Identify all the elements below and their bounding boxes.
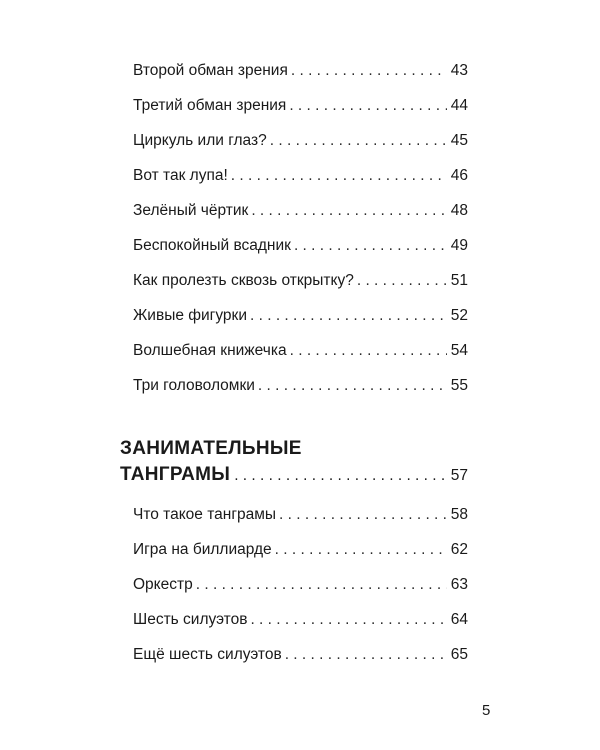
toc-entry-title: Вот так лупа! <box>133 167 228 184</box>
section-title-line2: ТАНГРАМЫ <box>120 464 231 485</box>
toc-entry[interactable] <box>133 201 468 236</box>
toc-entry-title: Циркуль или глаз? <box>133 132 267 149</box>
toc-entry[interactable] <box>133 131 468 166</box>
toc-entry[interactable] <box>133 166 468 201</box>
toc-entry-page: 54 <box>450 342 468 359</box>
toc-entry[interactable] <box>133 505 468 540</box>
toc-entry[interactable] <box>133 236 468 271</box>
toc-entry-title: Волшебная книжечка <box>133 342 287 359</box>
toc-entry-title: Три головоломки <box>133 377 255 394</box>
toc-entry-page: 65 <box>450 646 468 663</box>
toc-entry-page: 43 <box>450 62 468 79</box>
section-title-row <box>120 463 468 487</box>
toc-entry-title: Игра на биллиарде <box>133 541 272 558</box>
toc-entry-page: 63 <box>450 576 468 593</box>
toc-entry-title: Шесть силуэтов <box>133 611 248 628</box>
toc-entry-page: 51 <box>450 272 468 289</box>
toc-entry[interactable] <box>133 306 468 341</box>
toc-entry[interactable] <box>133 271 468 306</box>
dot-leader <box>294 236 447 256</box>
dot-leader <box>250 610 447 630</box>
toc-entry-page: 48 <box>450 202 468 219</box>
toc-entry-title: Третий обман зрения <box>133 97 287 114</box>
toc-entry-page: 45 <box>450 132 468 149</box>
dot-leader <box>251 201 447 221</box>
toc-entry[interactable] <box>133 575 468 610</box>
dot-leader <box>275 540 447 560</box>
toc-entry[interactable] <box>133 61 468 96</box>
dot-leader <box>270 131 447 151</box>
toc-entry-page: 64 <box>450 611 468 628</box>
dot-leader <box>357 271 447 291</box>
toc-list-top <box>133 61 468 411</box>
toc-entry-page: 52 <box>450 307 468 324</box>
toc-entry[interactable] <box>133 645 468 680</box>
toc-entry-page: 46 <box>450 167 468 184</box>
toc-entry-title: Зелёный чёртик <box>133 202 249 219</box>
section-title-line1: ЗАНИМАТЕЛЬНЫЕ <box>120 438 302 459</box>
toc-entry[interactable] <box>133 540 468 575</box>
dot-leader <box>279 505 447 525</box>
toc-entry[interactable] <box>133 610 468 645</box>
dot-leader <box>231 166 447 186</box>
toc-entry-title: Второй обман зрения <box>133 62 288 79</box>
toc-entry-title: Как пролезть сквозь открытку? <box>133 272 354 289</box>
dot-leader <box>290 341 447 361</box>
dot-leader <box>258 376 447 396</box>
toc-entry[interactable] <box>133 341 468 376</box>
toc-entry[interactable] <box>133 376 468 411</box>
toc-entry[interactable] <box>133 96 468 131</box>
dot-leader <box>250 306 447 326</box>
toc-entry-page: 49 <box>450 237 468 254</box>
toc-entry-title: Ещё шесть силуэтов <box>133 646 282 663</box>
dot-leader <box>285 645 447 665</box>
toc-entry-page: 55 <box>450 377 468 394</box>
toc-entry-title: Живые фигурки <box>133 307 247 324</box>
dot-leader <box>291 61 447 81</box>
toc-entry-title: Оркестр <box>133 576 193 593</box>
toc-entry-page: 44 <box>450 97 468 114</box>
section-heading[interactable] <box>120 437 468 487</box>
toc-entry-page: 58 <box>450 506 468 523</box>
toc-list-bottom <box>133 505 468 680</box>
dot-leader <box>234 467 447 485</box>
section-page: 57 <box>450 467 468 484</box>
toc-entry-page: 62 <box>450 541 468 558</box>
toc-entry-title: Беспокойный всадник <box>133 237 291 254</box>
dot-leader <box>196 575 447 595</box>
dot-leader <box>289 96 447 116</box>
toc-entry-title: Что такое танграмы <box>133 506 277 523</box>
page-number: 5 <box>482 702 491 719</box>
